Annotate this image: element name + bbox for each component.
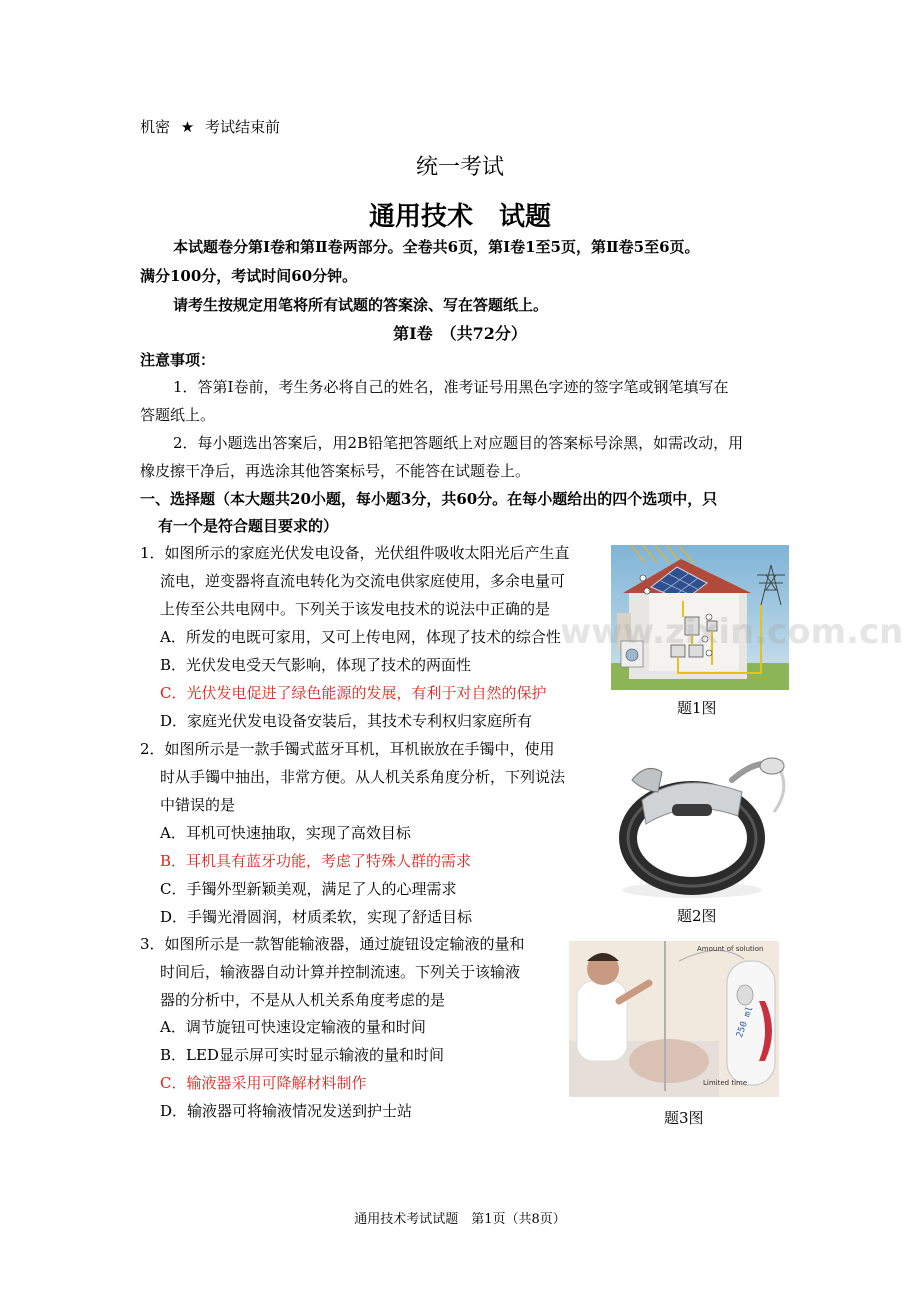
bracelet-earphone-illustration	[612, 740, 790, 900]
intro-line-2: 满分100分，考试时间60分钟。	[140, 267, 358, 285]
part1-title: 第Ⅰ卷 （共72分）	[393, 324, 527, 343]
note-2-line-2: 橡皮擦干净后，再选涂其他答案标号，不能答在试题卷上。	[140, 462, 531, 480]
page-footer: 通用技术考试试题 第1页（共8页）	[354, 1212, 566, 1227]
question-1-option-c-answer: C．光伏发电促进了绿色能源的发展，有利于对自然的保护	[160, 684, 547, 702]
secret-label: 机密	[140, 118, 171, 136]
question-2-option-a: A．耳机可快速抽取，实现了高效目标	[160, 824, 411, 842]
question-1-stem-line-3: 上传至公共电网中。下列关于该发电技术的说法中正确的是	[160, 600, 551, 618]
question-1-stem-line-2: 流电，逆变器将直流电转化为交流电供家庭使用，多余电量可	[160, 572, 566, 590]
figure-2-caption: 题2图	[677, 907, 717, 925]
figure-3-smart-infusion	[569, 941, 779, 1097]
question-2-stem-line-2: 时从手镯中抽出，非常方便。从人机关系角度分析，下列说法	[160, 768, 566, 786]
question-3-stem-line-2: 时间后，输液器自动计算并控制流速。下列关于该输液	[160, 963, 521, 981]
note-1-line-1: 1．答第Ⅰ卷前，考生务必将自己的姓名，准考证号用黑色字迹的签字笔或钢笔填写在	[173, 378, 729, 396]
question-3-stem-line-1: 3．如图所示是一款智能输液器，通过旋钮设定输液的量和	[140, 935, 525, 953]
question-1-option-a: A．所发的电既可家用，又可上传电网，体现了技术的综合性	[160, 628, 561, 646]
secret-note: 考试结束前	[205, 118, 281, 136]
question-3-option-a: A．调节旋钮可快速设定输液的量和时间	[160, 1018, 426, 1036]
intro-line-1: 本试题卷分第Ⅰ卷和第Ⅱ卷两部分。全卷共6页，第Ⅰ卷1至5页，第Ⅱ卷5至6页。	[173, 238, 700, 256]
question-2-stem-line-1: 2．如图所示是一款手镯式蓝牙耳机，耳机嵌放在手镯中，使用	[140, 740, 555, 758]
question-2-option-d: D．手镯光滑圆润，材质柔软，实现了舒适目标	[160, 908, 473, 926]
question-1-option-d: D．家庭光伏发电设备安装后，其技术专利权归家庭所有	[160, 712, 533, 730]
star-icon: ★	[180, 118, 195, 136]
note-2-line-1: 2．每小题选出答案后，用2B铅笔把答题纸上对应题目的答案标号涂黑，如需改动，用	[173, 434, 744, 452]
intro-line-3: 请考生按规定用笔将所有试题的答案涂、写在答题纸上。	[173, 296, 549, 314]
confidential-header	[140, 117, 280, 137]
question-3-option-c-answer: C．输液器采用可降解材料制作	[160, 1074, 367, 1092]
question-2-stem-line-3: 中错误的是	[160, 796, 236, 814]
figure-3-time-label: Limited time	[703, 1079, 748, 1087]
question-3-option-d: D．输液器可将输液情况发送到护士站	[160, 1102, 413, 1120]
watermark: www.zixin.com.cn	[560, 612, 904, 652]
question-3-option-b: B．LED显示屏可实时显示输液的量和时间	[160, 1046, 444, 1064]
question-1-stem-line-1: 1．如图所示的家庭光伏发电设备，光伏组件吸收太阳光后产生直	[140, 544, 570, 562]
question-2-option-c: C．手镯外型新颖美观，满足了人的心理需求	[160, 880, 457, 898]
figure-3-caption: 题3图	[664, 1109, 704, 1127]
exam-subtitle: 统一考试	[415, 155, 504, 180]
note-1-line-2: 答题纸上。	[140, 406, 216, 424]
notes-heading: 注意事项：	[140, 351, 216, 369]
section1-line-1: 一、选择题（本大题共20小题，每小题3分，共60分。在每小题给出的四个选项中，只	[140, 490, 718, 508]
question-3-stem-line-3: 器的分析中，不是从人机关系角度考虑的是	[160, 991, 446, 1009]
figure-3-amount-label: Amount of solution	[697, 945, 764, 953]
exam-title: 通用技术 试题	[368, 202, 551, 232]
question-2-option-b-answer: B．耳机具有蓝牙功能，考虑了特殊人群的需求	[160, 852, 472, 870]
figure-3-display: 250 ml	[734, 1005, 756, 1039]
figure-2-bracelet-earphone	[612, 740, 790, 900]
figure-1-caption: 题1图	[677, 699, 717, 717]
section1-line-2: 有一个是符合题目要求的）	[158, 517, 339, 535]
question-1-option-b: B．光伏发电受天气影响，体现了技术的两面性	[160, 656, 472, 674]
